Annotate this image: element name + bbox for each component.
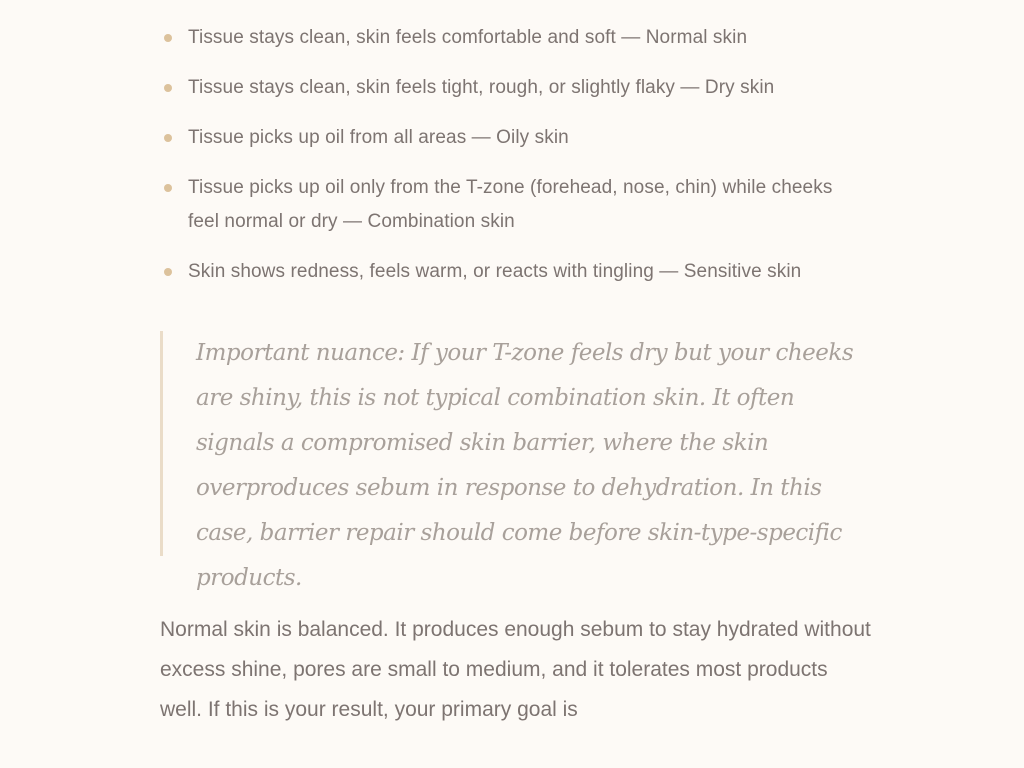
list-item-text: Tissue stays clean, skin feels tight, rough, or slightly flaky — Dry skin (188, 77, 775, 98)
bullet-dot-icon (164, 184, 172, 192)
important-nuance-quote (160, 331, 880, 591)
bullet-dot-icon (164, 84, 172, 92)
list-item (160, 171, 880, 239)
bullet-dot-icon (164, 134, 172, 142)
list-item-text: Tissue picks up oil only from the T-zone (forehead, nose, chin) while cheeks feel normal or dry — Combination skin (188, 177, 833, 232)
list-item (160, 71, 880, 105)
bullet-dot-icon (164, 268, 172, 276)
list-item (160, 21, 880, 55)
normal-skin-paragraph: Normal skin is balanced. It produces enough sebum to stay hydrated without excess shine, pores are small to medium, and it tolerates most products well. If this is your result, your primary goal is (160, 618, 871, 721)
bullet-dot-icon (164, 34, 172, 42)
skin-type-results-list (160, 21, 880, 289)
list-item-text: Tissue stays clean, skin feels comfortable and soft — Normal skin (188, 27, 748, 48)
list-item (160, 121, 880, 155)
list-item-text: Tissue picks up oil from all areas — Oily skin (188, 127, 569, 148)
nuance-quote-text: Important nuance: If your T-zone feels dry but your cheeks are shiny, this is not typical combination skin. It often signals a compromised skin barrier, where the skin overproduces sebum in response to dehydration. In this case, barrier repair should come before skin-type-specific products. (196, 340, 854, 591)
article-content (160, 21, 880, 730)
list-item (160, 255, 880, 289)
list-item-text: Skin shows redness, feels warm, or reacts with tingling — Sensitive skin (188, 261, 802, 282)
